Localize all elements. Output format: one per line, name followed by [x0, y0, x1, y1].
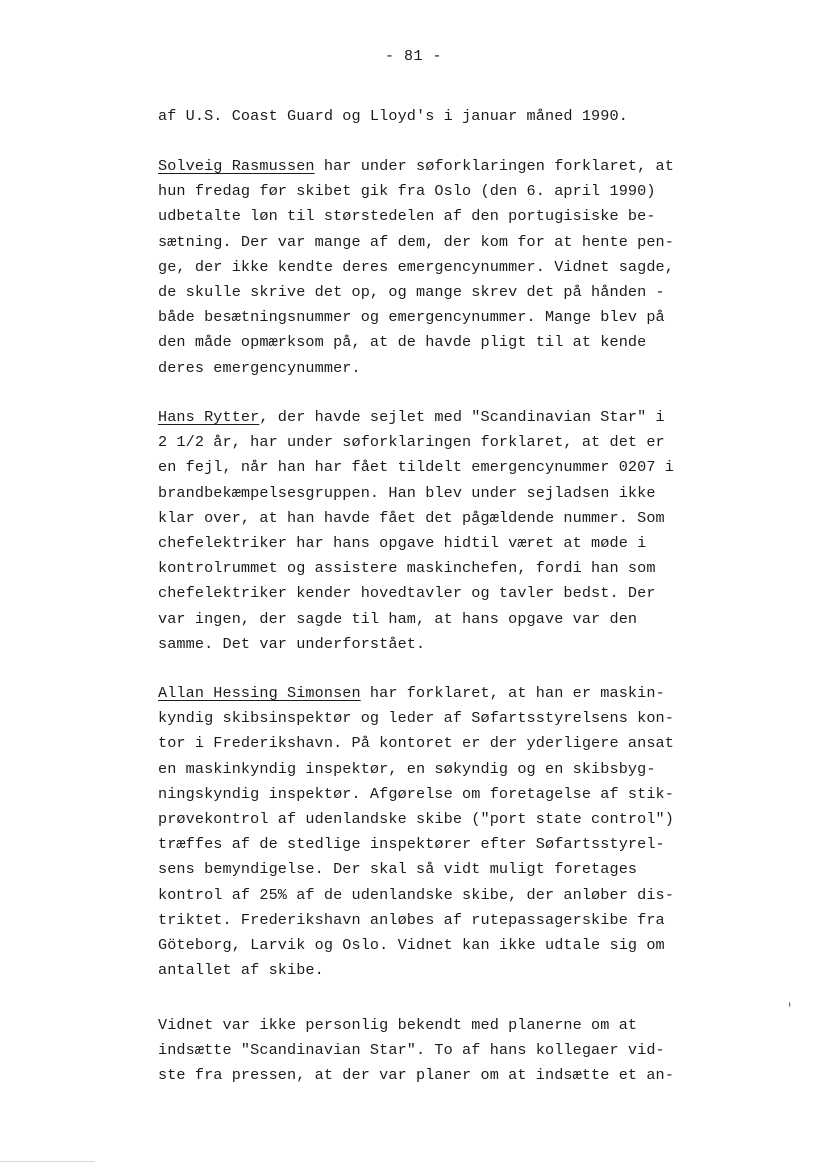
witness-name: Hans Rytter	[158, 408, 260, 426]
text-fragment: har under søforklaringen forklaret, at	[314, 157, 674, 175]
page-number: - 81 -	[384, 48, 442, 65]
witness-name: Solveig Rasmussen	[158, 157, 315, 175]
paragraph-intro	[158, 104, 738, 129]
scan-edge-line	[0, 1161, 95, 1162]
text-line: ningskyndig inspektør. Afgørelse om foretagelse af stik-	[158, 784, 674, 803]
text-line: antallet af skibe.	[158, 961, 324, 980]
text-line-first	[158, 681, 738, 706]
text-line: tor i Frederikshavn. På kontoret er der yderligere ansat	[158, 734, 674, 753]
text-fragment: , der havde sejlet med "Scandinavian Star" i	[259, 408, 665, 426]
text-line: 2 1/2 år, har under søforklaringen forklaret, at det er	[158, 433, 665, 452]
text-line: samme. Det var underforstået.	[158, 634, 426, 653]
text-line: sætning. Der var mange af dem, der kom for at hente pen-	[158, 232, 674, 251]
paragraph-allan-hessing-simonsen	[158, 681, 738, 983]
text-line: kontrolrummet og assistere maskinchefen, fordi han som	[158, 559, 656, 578]
text-line: ste fra pressen, at der var planer om at indsætte et an-	[158, 1066, 674, 1085]
paragraph-closing	[158, 1013, 738, 1089]
text-line: den måde opmærksom på, at de havde pligt til at kende	[158, 333, 647, 352]
scan-artifact-mark: ᵻ	[787, 1000, 793, 1010]
text-line: Vidnet var ikke personlig bekendt med planerne om at	[158, 1016, 638, 1034]
text-line: udbetalte løn til størstedelen af den portugisiske be-	[158, 207, 656, 226]
text-line: prøvekontrol af udenlandske skibe ("port state control")	[158, 809, 674, 828]
text-line: kyndig skibsinspektør og leder af Søfartsstyrelsens kon-	[158, 709, 674, 728]
text-line: Göteborg, Larvik og Oslo. Vidnet kan ikke udtale sig om	[158, 935, 665, 954]
text-line: de skulle skrive det op, og mange skrev det på hånden -	[158, 282, 665, 301]
text-line: en fejl, når han har fået tildelt emergencynummer 0207 i	[158, 458, 674, 477]
paragraph-hans-rytter	[158, 405, 738, 657]
text-line: hun fredag før skibet gik fra Oslo (den 6. april 1990)	[158, 182, 656, 201]
text-line: kontrol af 25% af de udenlandske skibe, der anløber dis-	[158, 885, 674, 904]
text-line-first	[158, 154, 738, 179]
text-line: klar over, at han havde fået det pågældende nummer. Som	[158, 508, 665, 527]
text-line: en maskinkyndig inspektør, en søkyndig og en skibsbyg-	[158, 759, 656, 778]
text-line: af U.S. Coast Guard og Lloyd's i januar måned 1990.	[158, 107, 628, 125]
text-line: træffes af de stedlige inspektører efter Søfartsstyrel-	[158, 835, 665, 854]
text-line: chefelektriker kender hovedtavler og tavler bedst. Der	[158, 584, 656, 603]
text-line: chefelektriker har hans opgave hidtil været at møde i	[158, 533, 647, 552]
paragraph-solveig-rasmussen	[158, 154, 738, 381]
text-fragment: har forklaret, at han er maskin-	[360, 684, 665, 702]
text-line: triktet. Frederikshavn anløbes af rutepassagerskibe fra	[158, 910, 665, 929]
witness-name: Allan Hessing Simonsen	[158, 684, 361, 702]
text-line: både besætningsnummer og emergencynummer. Mange blev på	[158, 308, 665, 327]
text-line: deres emergencynummer.	[158, 358, 361, 377]
text-line: ge, der ikke kendte deres emergencynummer. Vidnet sagde,	[158, 257, 674, 276]
text-line: sens bemyndigelse. Der skal så vidt muligt foretages	[158, 860, 638, 879]
text-line: var ingen, der sagde til ham, at hans opgave var den	[158, 609, 638, 628]
text-line: indsætte "Scandinavian Star". To af hans kollegaer vid-	[158, 1041, 665, 1060]
text-line-first	[158, 405, 738, 430]
text-line: brandbekæmpelsesgruppen. Han blev under sejladsen ikke	[158, 483, 656, 502]
